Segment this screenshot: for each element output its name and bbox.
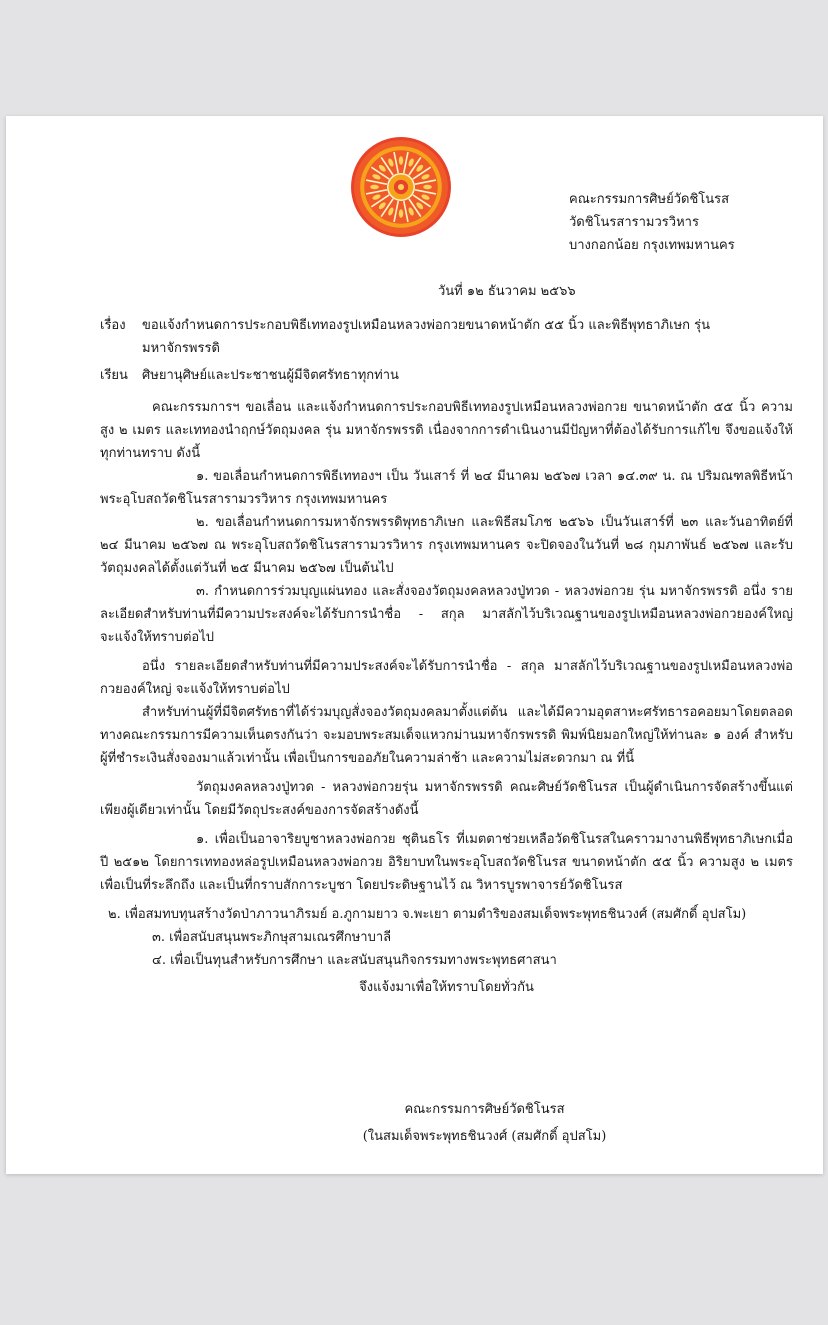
paragraph-apology: สำหรับท่านผู้ที่มีจิตศรัทธาที่ได้ร่วมบุญสั่งจองวัตถุมงคลมาตั้งแต่ต้น และได้มีความอุตสาหะศรัทธารอคอยมาโดยตลอดทางคณะกรรมการมีความเห็นตรงกันว่า จะมอบพระสมเด็จแหวกม่านมหาจักรพรรดิ พิมพ์นิยมอกใหญ่ให้ท่านละ ๑ องค์ สำหรับผู้ที่ชำระเงินสั่งจองมาแล้วเท่านั้น เพื่อเป็นการขออภัยในความล่าช้า และความไม่สะดวกมา ณ ที่นี้: [100, 705, 793, 766]
recipient-label: เรียน: [100, 368, 128, 383]
organization-address: [569, 188, 789, 257]
org-location: บางกอกน้อย กรุงเทพมหานคร: [569, 238, 735, 253]
temple-name: วัดชิโนรสารามวรวิหาร: [569, 215, 699, 230]
paragraph-purpose-2: ๒. เพื่อสมทบทุนสร้างวัดป่าภาวนาภิรมย์ อ.ภูกามยาว จ.พะเยา ตามดำริของสมเด็จพระพุทธชินวงศ์ (สมศักดิ์ อุปสโม): [108, 907, 747, 922]
signature-patron: (ในสมเด็จพระพุทธชินวงศ์ (สมศักดิ์ อุปสโม): [362, 1129, 607, 1144]
paragraph-purpose-1: ๑. เพื่อเป็นอาจาริยบูชาหลวงพ่อกวย ชุตินธโร ที่เมตตาช่วยเหลือวัดชิโนรสในคราวมางานพิธีพุทธาภิเษกเมื่อปี ๒๕๑๒ โดยการเททองหล่อรูปเหมือนหลวงพ่อกวย อิริยาบทในพระอุโบสถวัดชิโนรส ขนาดหน้าตัก ๕๕ นิ้ว ความสูง ๒ เมตร เพื่อเป็นที่ระลึกถึง และเป็นที่กราบสักการะบูชา โดยประดิษฐานไว้ ณ วิหารบูรพาจารย์วัดชิโนรส: [100, 832, 793, 893]
paragraph-note: อนึ่ง รายละเอียดสำหรับท่านที่มีความประสงค์จะได้รับการนำชื่อ - สกุล มาสลักไว้บริเวณฐานของรูปเหมือนหลวงพ่อกวยองค์ใหญ่ จะแจ้งให้ทราบต่อไป: [100, 659, 793, 697]
paragraph-intro: คณะกรรมการฯ ขอเลื่อน และแจ้งกำหนดการประกอบพิธีเททองรูปเหมือนหลวงพ่อกวย ขนาดหน้าตัก ๕๕ นิ้ว ความสูง ๒ เมตร และเททองนำฤกษ์วัตถุมงคล รุ่น มหาจักรพรรดิ เนื่องจากการดำเนินงานมีปัญหาที่ต้องได้รับการแก้ไข จึงขอแจ้งให้ทุกท่านทราบ ดังนี้: [100, 400, 793, 461]
signature-block: [6, 1098, 823, 1148]
paragraph-item-2: ๒. ขอเลื่อนกำหนดการมหาจักรพรรดิพุทธาภิเษก และพิธีสมโภช ๒๕๖๖ เป็นวันเสาร์ที่ ๒๓ และวันอาทิตย์ที่ ๒๔ มีนาคม ๒๕๖๗ ณ พระอุโบสถวัดชิโนรสารามวรวิหาร กรุงเทพมหานคร จะปิดจองในวันที่ ๒๘ กุมภาพันธ์ ๒๕๖๗ และรับวัตถุมงคลได้ตั้งแต่วันที่ ๒๕ มีนาคม ๒๕๖๗ เป็นต้นไป: [100, 515, 793, 576]
paragraph-item-3: ๓. กำหนดการร่วมบุญแผ่นทอง และสั่งจองวัตถุมงคลหลวงปู่ทวด - หลวงพ่อกวย รุ่น มหาจักรพรรดิ อนึ่ง รายละเอียดสำหรับท่านที่มีความประสงค์จะได้รับการนำชื่อ - สกุล มาสลักไว้บริเวณฐานของรูปเหมือนหลวงพ่อกวยองค์ใหญ่ จะแจ้งให้ทราบต่อไป: [100, 584, 793, 645]
dharma-wheel-icon: [350, 136, 452, 238]
announcement-document: [6, 116, 823, 1174]
subject-row: [100, 314, 793, 360]
paragraph-purpose-4: ๔. เพื่อเป็นทุนสำหรับการศึกษา และสนับสนุนกิจกรรมทางพระพุทธศาสนา: [152, 953, 557, 968]
org-name: คณะกรรมการศิษย์วัดชิโนรส: [569, 192, 730, 207]
document-date: วันที่ ๑๒ ธันวาคม ๒๕๖๖: [438, 284, 576, 299]
paragraph-purpose-intro: วัตถุมงคลหลวงปู่ทวด - หลวงพ่อกวยรุ่น มหาจักรพรรดิ คณะศิษย์วัดชิโนรส เป็นผู้ดำเนินการจัดสร้างขึ้นแต่เพียงผู้เดียวเท่านั้น โดยมีวัตถุประสงค์ของการจัดสร้างดังนี้: [100, 780, 793, 818]
subject-label: เรื่อง: [100, 318, 126, 333]
document-body: [100, 396, 793, 999]
paragraph-purpose-3: ๓. เพื่อสนับสนุนพระภิกษุสามเณรศึกษาบาลี: [152, 930, 392, 945]
signature-org: คณะกรรมการศิษย์วัดชิโนรส: [404, 1102, 565, 1117]
paragraph-item-1: ๑. ขอเลื่อนกำหนดการพิธีเททองฯ เป็น วันเสาร์ ที่ ๒๔ มีนาคม ๒๕๖๗ เวลา ๑๔.๓๙ น. ณ ปริมณฑลพิธีหน้าพระอุโบสถวัดชิโนรสารามวรวิหาร กรุงเทพมหานคร: [100, 469, 793, 507]
subject-line-1: ขอแจ้งกำหนดการประกอบพิธีเททองรูปเหมือนหลวงพ่อกวยขนาดหน้าตัก ๕๕ นิ้ว และพิธีพุทธาภิเษก รุ่น: [142, 318, 711, 333]
closing-line: จึงแจ้งมาเพื่อให้ทราบโดยทั่วกัน: [359, 980, 534, 995]
recipient-row: [100, 364, 793, 387]
recipient-text: ศิษยานุศิษย์และประชาชนผู้มีจิตศรัทธาทุกท่าน: [142, 368, 399, 383]
subject-line-2: มหาจักรพรรดิ: [142, 341, 220, 356]
